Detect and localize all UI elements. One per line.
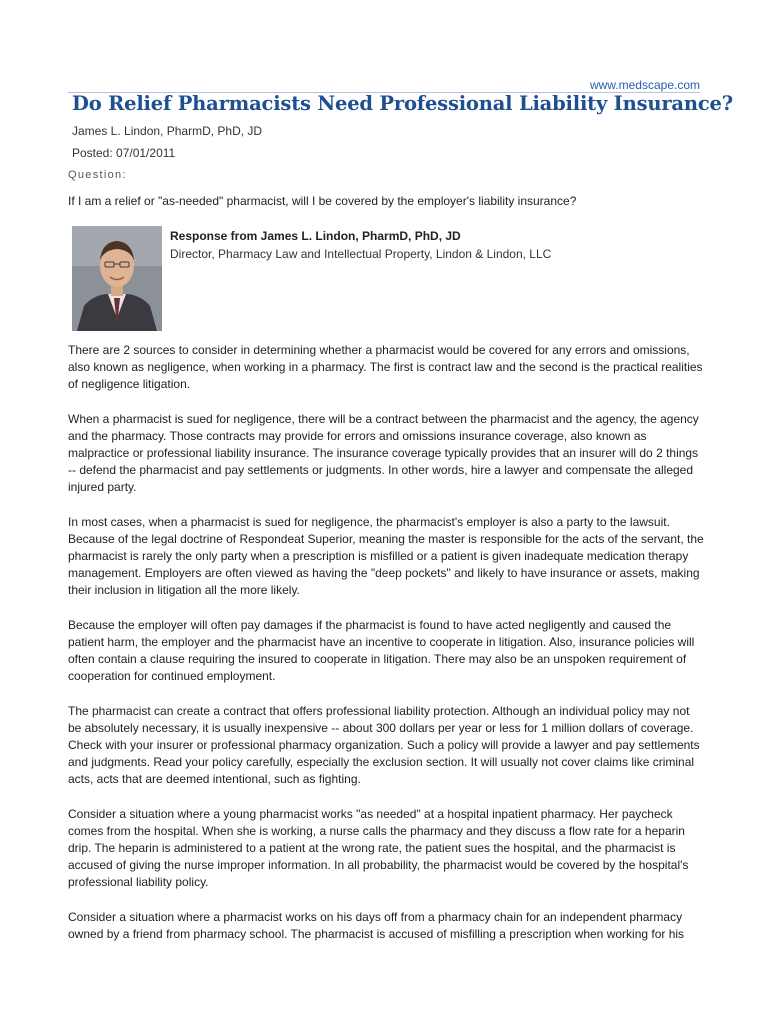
article-body: [68, 342, 704, 961]
responder-name: Response from James L. Lindon, PharmD, PhD, JD: [170, 229, 461, 243]
site-link[interactable]: www.medscape.com: [589, 78, 700, 92]
article-title: Do Relief Pharmacists Need Professional Liability Insurance?: [72, 92, 733, 115]
body-paragraph: In most cases, when a pharmacist is sued for negligence, the pharmacist's employer is also a party to the lawsuit. Because of the legal doctrine of Respondeat Superior, meaning the master is responsible for the acts of the servant, the pharmacist is rarely the only party when a prescription is misfilled or a patient is given inadequate medication therapy management. Employers are often viewed as having the "deep pockets" and likely to have insurance or assets, making their inclusion in litigation all the more likely.: [68, 515, 704, 597]
body-paragraph: Consider a situation where a pharmacist works on his days off from a pharmacy chain for an independent pharmacy owned by a friend from pharmacy school. The pharmacist is accused of misfilling a prescription when working for his: [68, 910, 685, 941]
article-author: James L. Lindon, PharmD, PhD, JD: [72, 124, 263, 138]
question-text: If I am a relief or "as-needed" pharmacist, will I be covered by the employer's liability insurance?: [68, 194, 577, 208]
responder-title: Director, Pharmacy Law and Intellectual Property, Lindon & Lindon, LLC: [170, 247, 552, 261]
posted-date: Posted: 07/01/2011: [72, 146, 176, 160]
question-label: Question:: [68, 169, 127, 181]
body-paragraph: Because the employer will often pay damages if the pharmacist is found to have acted negligently and caused the patient harm, the employer and the pharmacist have an incentive to cooperate in litigation. Also, insurance policies will often contain a clause requiring the insured to cooperate in litigation. There may also be an unspoken requirement of cooperation for continued employment.: [68, 618, 695, 683]
body-paragraph: The pharmacist can create a contract that offers professional liability protection. Although an individual policy may not be absolutely necessary, it is usually inexpensive -- about 300 dollars per year or less for 1 million dollars of coverage. Check with your insurer or professional pharmacy organization. Such a policy will provide a lawyer and pay settlements and judgments. Read your policy carefully, especially the exclusion section. It will usually not cover claims like criminal acts, acts that are deemed intentional, such as fighting.: [68, 704, 700, 786]
body-paragraph: Consider a situation where a young pharmacist works "as needed" at a hospital inpatient pharmacy. Her paycheck comes from the hospital. When she is working, a nurse calls the pharmacy and they discuss a flow rate for a heparin drip. The heparin is administered to a patient at the wrong rate, the patient sues the hospital, and the pharmacist is accused of giving the nurse improper information. In all probability, the pharmacist would be covered by the hospital's professional liability policy.: [68, 807, 689, 889]
author-photo: [72, 226, 162, 331]
body-paragraph: There are 2 sources to consider in determining whether a pharmacist would be covered for any errors and omissions, also known as negligence, when working in a pharmacy. The first is contract law and the second is the practical realities of negligence litigation.: [68, 343, 703, 391]
body-paragraph: When a pharmacist is sued for negligence, there will be a contract between the pharmacist and the agency, the agency and the pharmacy. Those contracts may provide for errors and omissions insurance coverage, also known as malpractice or professional liability insurance. The insurance coverage typically provides that an insurer will do 2 things -- defend the pharmacist and pay settlements or judgments. In other words, hire a lawyer and compensate the alleged injured party.: [68, 412, 699, 494]
response-header: [72, 226, 702, 332]
